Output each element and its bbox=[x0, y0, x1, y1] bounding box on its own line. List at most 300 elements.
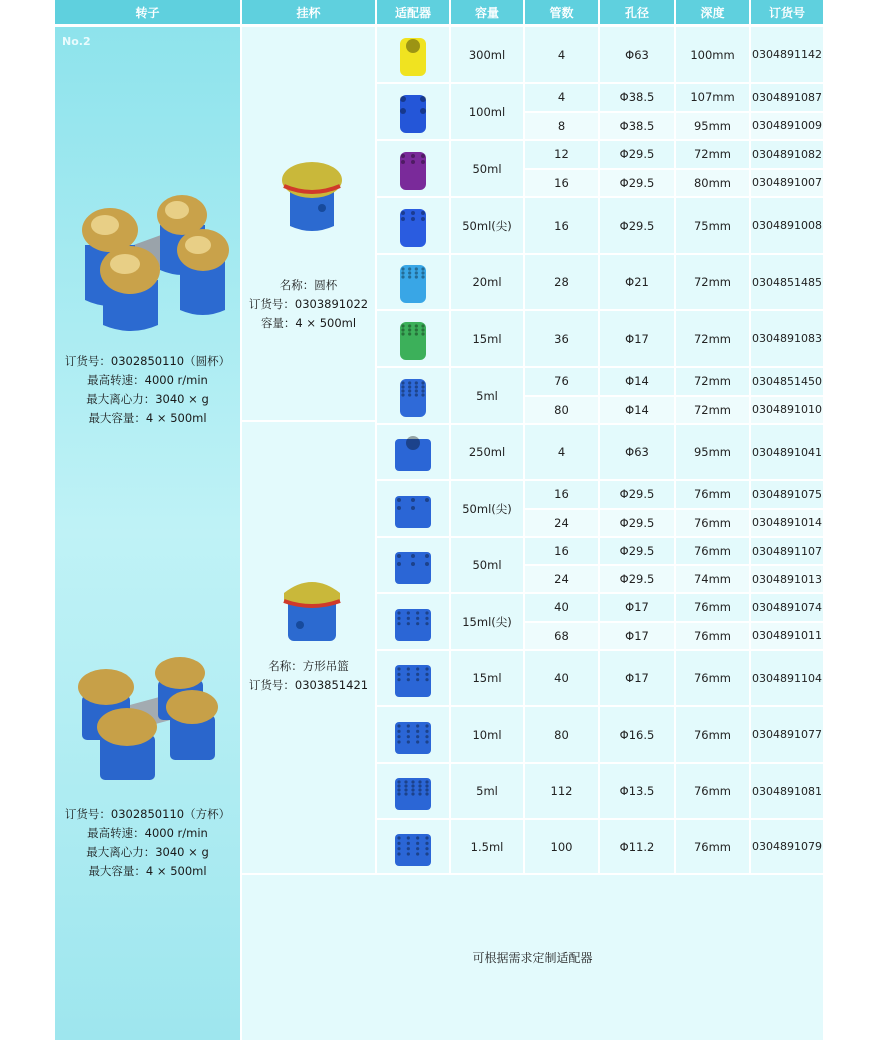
adapter-hole bbox=[415, 385, 418, 388]
tube-count-cell: 68 bbox=[525, 623, 598, 650]
adapter-hole bbox=[425, 554, 429, 558]
adapter-hole bbox=[408, 275, 411, 278]
adapter-hole bbox=[397, 678, 400, 681]
adapter-hole bbox=[425, 673, 428, 676]
capacity-cell: 15ml bbox=[451, 651, 523, 705]
tube-count-cell: 4 bbox=[525, 425, 598, 479]
adapter-hole bbox=[425, 788, 428, 791]
adapter-hole bbox=[415, 267, 418, 270]
square-rotor-info bbox=[55, 805, 240, 881]
adapter-hole bbox=[416, 616, 419, 619]
adapter-image-cell bbox=[377, 311, 449, 366]
adapter-hole bbox=[408, 385, 411, 388]
tube-count-cell: 80 bbox=[525, 397, 598, 424]
bore-cell: Φ14 bbox=[600, 368, 674, 395]
adapter-hole bbox=[420, 96, 426, 102]
bore-cell: Φ17 bbox=[600, 623, 674, 650]
adapter-hole bbox=[411, 211, 415, 215]
square-rotor-speed: 最高转速：4000 r/min bbox=[87, 826, 208, 840]
adapter-hole bbox=[411, 784, 414, 787]
adapter-hole bbox=[425, 740, 428, 743]
adapter-icon bbox=[391, 259, 435, 305]
adapter-hole bbox=[425, 852, 428, 855]
adapter-hole bbox=[397, 616, 400, 619]
adapter-hole bbox=[425, 616, 428, 619]
adapter-hole bbox=[407, 847, 410, 850]
depth-cell: 72mm bbox=[676, 368, 749, 395]
adapter-hole bbox=[407, 836, 410, 839]
tube-count-cell: 8 bbox=[525, 113, 598, 140]
tube-count-cell: 16 bbox=[525, 170, 598, 197]
adapter-hole bbox=[401, 324, 404, 327]
square-bucket-order: 订货号：0303851421 bbox=[248, 678, 369, 692]
capacity-cell: 50ml bbox=[451, 141, 523, 196]
adapter-hole bbox=[407, 611, 410, 614]
order-number-cell: 0304891010 bbox=[751, 397, 823, 424]
adapter-hole bbox=[407, 667, 410, 670]
bore-cell: Φ11.2 bbox=[600, 820, 674, 873]
adapter-icon bbox=[391, 429, 435, 475]
tube-count-cell: 112 bbox=[525, 764, 598, 818]
order-number-cell: 0304891077 bbox=[751, 707, 823, 762]
adapter-hole bbox=[411, 554, 415, 558]
tube-count-cell: 100 bbox=[525, 820, 598, 873]
adapter-hole bbox=[401, 211, 405, 215]
adapter-icon bbox=[391, 712, 435, 758]
adapter-hole bbox=[407, 678, 410, 681]
adapter-hole bbox=[416, 841, 419, 844]
adapter-icon bbox=[391, 655, 435, 701]
adapter-hole bbox=[397, 792, 400, 795]
adapter-hole bbox=[407, 729, 410, 732]
adapter-image-cell bbox=[377, 538, 449, 592]
capacity-cell: 250ml bbox=[451, 425, 523, 479]
adapter-hole bbox=[397, 847, 400, 850]
adapter-hole bbox=[397, 784, 400, 787]
adapter-image-cell bbox=[377, 594, 449, 649]
header-tube-count: 管数 bbox=[525, 0, 598, 24]
order-number-cell: 0304891041 bbox=[751, 425, 823, 479]
depth-cell: 72mm bbox=[676, 397, 749, 424]
bore-cell: Φ17 bbox=[600, 311, 674, 366]
adapter-icon bbox=[391, 599, 435, 645]
adapter-hole bbox=[401, 275, 404, 278]
adapter-hole bbox=[421, 381, 424, 384]
adapter-hole bbox=[397, 729, 400, 732]
adapter-hole bbox=[421, 275, 424, 278]
tube-count-cell: 24 bbox=[525, 566, 598, 592]
adapter-image-cell bbox=[377, 764, 449, 818]
custom-adapter-note: 可根据需求定制适配器 bbox=[242, 875, 823, 1040]
bore-cell: Φ17 bbox=[600, 594, 674, 621]
order-number-cell: 0304891014 bbox=[751, 510, 823, 537]
order-number-cell: 0304851450 bbox=[751, 368, 823, 395]
tube-count-cell: 76 bbox=[525, 368, 598, 395]
adapter-image-cell bbox=[377, 481, 449, 536]
rotor-column bbox=[55, 27, 240, 1040]
adapter-hole bbox=[406, 436, 420, 450]
adapter-hole bbox=[416, 735, 419, 738]
adapter-hole bbox=[407, 740, 410, 743]
capacity-cell: 50ml(尖) bbox=[451, 481, 523, 536]
adapter-hole bbox=[401, 385, 404, 388]
adapter-hole bbox=[407, 841, 410, 844]
adapter-hole bbox=[421, 271, 424, 274]
adapter-hole bbox=[418, 792, 421, 795]
order-number-cell: 0304891083 bbox=[751, 311, 823, 366]
round-rotor-speed: 最高转速：4000 r/min bbox=[87, 373, 208, 387]
adapter-icon bbox=[391, 768, 435, 814]
order-number-cell: 0304891082 bbox=[751, 141, 823, 168]
adapter-hole bbox=[425, 611, 428, 614]
adapter-hole bbox=[425, 841, 428, 844]
bore-cell: Φ29.5 bbox=[600, 566, 674, 592]
adapter-image-cell bbox=[377, 707, 449, 762]
square-bucket-name: 名称：方形吊篮 bbox=[268, 659, 349, 673]
header-adapter: 适配器 bbox=[377, 0, 449, 24]
adapter-image-cell bbox=[377, 84, 449, 139]
order-number-cell: 0304891008 bbox=[751, 198, 823, 253]
depth-cell: 95mm bbox=[676, 425, 749, 479]
adapter-hole bbox=[421, 328, 424, 331]
bore-cell: Φ16.5 bbox=[600, 707, 674, 762]
adapter-hole bbox=[425, 729, 428, 732]
header-order-no: 订货号 bbox=[751, 0, 823, 24]
adapter-image-cell bbox=[377, 198, 449, 253]
depth-cell: 75mm bbox=[676, 198, 749, 253]
adapter-hole bbox=[401, 271, 404, 274]
depth-cell: 76mm bbox=[676, 707, 749, 762]
bore-cell: Φ13.5 bbox=[600, 764, 674, 818]
spec-table bbox=[55, 0, 823, 1040]
adapter-hole bbox=[421, 267, 424, 270]
adapter-hole bbox=[416, 724, 419, 727]
adapter-hole bbox=[401, 160, 405, 164]
adapter-icon bbox=[391, 486, 435, 532]
adapter-hole bbox=[408, 393, 411, 396]
tube-count-cell: 36 bbox=[525, 311, 598, 366]
square-rotor-image bbox=[70, 655, 230, 790]
adapter-icon bbox=[391, 89, 435, 135]
round-rotor-capacity: 最大容量：4 × 500ml bbox=[88, 411, 207, 425]
rotor-number-label: No.2 bbox=[62, 35, 91, 48]
adapter-hole bbox=[418, 780, 421, 783]
order-number-cell: 0304891107 bbox=[751, 538, 823, 564]
capacity-cell: 1.5ml bbox=[451, 820, 523, 873]
square-rotor-force: 最大离心力：3040 × g bbox=[86, 845, 209, 859]
adapter-hole bbox=[415, 324, 418, 327]
adapter-hole bbox=[411, 154, 415, 158]
bore-cell: Φ29.5 bbox=[600, 510, 674, 537]
depth-cell: 76mm bbox=[676, 651, 749, 705]
round-rotor-order: 订货号：0302850110（圆杯） bbox=[64, 354, 231, 368]
adapter-hole bbox=[408, 271, 411, 274]
adapter-icon bbox=[391, 824, 435, 870]
capacity-cell: 300ml bbox=[451, 27, 523, 82]
adapter-hole bbox=[401, 267, 404, 270]
adapter-hole bbox=[411, 498, 415, 502]
adapter-hole bbox=[421, 324, 424, 327]
bore-cell: Φ14 bbox=[600, 397, 674, 424]
adapter-hole bbox=[408, 381, 411, 384]
round-bucket-info bbox=[242, 276, 375, 333]
adapter-hole bbox=[397, 841, 400, 844]
capacity-cell: 15ml(尖) bbox=[451, 594, 523, 649]
bore-cell: Φ29.5 bbox=[600, 481, 674, 508]
adapter-hole bbox=[397, 611, 400, 614]
adapter-hole bbox=[408, 389, 411, 392]
order-number-cell: 0304891087 bbox=[751, 84, 823, 111]
header-bore: 孔径 bbox=[600, 0, 674, 24]
tube-count-cell: 40 bbox=[525, 651, 598, 705]
adapter-hole bbox=[404, 784, 407, 787]
adapter-hole bbox=[421, 154, 425, 158]
order-number-cell: 0304891104 bbox=[751, 651, 823, 705]
adapter-hole bbox=[407, 616, 410, 619]
square-bucket-image bbox=[280, 575, 344, 645]
depth-cell: 76mm bbox=[676, 510, 749, 537]
adapter-hole bbox=[404, 792, 407, 795]
bore-cell: Φ63 bbox=[600, 27, 674, 82]
adapter-hole bbox=[411, 788, 414, 791]
depth-cell: 72mm bbox=[676, 311, 749, 366]
order-number-cell: 0304891079 bbox=[751, 820, 823, 873]
adapter-hole bbox=[401, 332, 404, 335]
bore-cell: Φ29.5 bbox=[600, 198, 674, 253]
adapter-hole bbox=[397, 724, 400, 727]
capacity-cell: 50ml bbox=[451, 538, 523, 592]
capacity-cell: 50ml(尖) bbox=[451, 198, 523, 253]
adapter-hole bbox=[401, 381, 404, 384]
adapter-hole bbox=[425, 780, 428, 783]
tube-count-cell: 16 bbox=[525, 198, 598, 253]
adapter-hole bbox=[397, 740, 400, 743]
capacity-cell: 100ml bbox=[451, 84, 523, 139]
capacity-cell: 10ml bbox=[451, 707, 523, 762]
depth-cell: 76mm bbox=[676, 481, 749, 508]
adapter-hole bbox=[397, 506, 401, 510]
capacity-cell: 5ml bbox=[451, 368, 523, 423]
header-depth: 深度 bbox=[676, 0, 749, 24]
adapter-hole bbox=[411, 562, 415, 566]
tube-count-cell: 4 bbox=[525, 27, 598, 82]
adapter-hole bbox=[401, 393, 404, 396]
adapter-hole bbox=[406, 39, 420, 53]
depth-cell: 76mm bbox=[676, 623, 749, 650]
round-rotor-image bbox=[65, 185, 235, 335]
round-bucket-image bbox=[282, 158, 342, 238]
depth-cell: 95mm bbox=[676, 113, 749, 140]
tube-count-cell: 24 bbox=[525, 510, 598, 537]
adapter-hole bbox=[415, 393, 418, 396]
adapter-hole bbox=[397, 622, 400, 625]
adapter-icon bbox=[391, 316, 435, 362]
adapter-hole bbox=[411, 792, 414, 795]
adapter-hole bbox=[420, 108, 426, 114]
header-capacity: 容量 bbox=[451, 0, 523, 24]
depth-cell: 80mm bbox=[676, 170, 749, 197]
square-rotor-capacity: 最大容量：4 × 500ml bbox=[88, 864, 207, 878]
adapter-hole bbox=[421, 217, 425, 221]
adapter-icon bbox=[391, 373, 435, 419]
tube-count-cell: 4 bbox=[525, 84, 598, 111]
adapter-image-cell bbox=[377, 651, 449, 705]
order-number-cell: 0304891007 bbox=[751, 170, 823, 197]
depth-cell: 72mm bbox=[676, 255, 749, 309]
depth-cell: 74mm bbox=[676, 566, 749, 592]
adapter-hole bbox=[425, 678, 428, 681]
adapter-hole bbox=[425, 498, 429, 502]
adapter-icon bbox=[391, 32, 435, 78]
depth-cell: 76mm bbox=[676, 538, 749, 564]
adapter-hole bbox=[418, 788, 421, 791]
adapter-hole bbox=[397, 667, 400, 670]
adapter-hole bbox=[416, 729, 419, 732]
square-bucket-cell bbox=[242, 422, 375, 873]
adapter-hole bbox=[401, 154, 405, 158]
adapter-image-cell bbox=[377, 141, 449, 196]
adapter-hole bbox=[416, 740, 419, 743]
adapter-hole bbox=[415, 381, 418, 384]
table-header bbox=[55, 0, 823, 25]
adapter-icon bbox=[391, 146, 435, 192]
adapter-hole bbox=[407, 735, 410, 738]
adapter-hole bbox=[401, 328, 404, 331]
adapter-hole bbox=[400, 96, 406, 102]
adapter-hole bbox=[397, 498, 401, 502]
adapter-hole bbox=[416, 847, 419, 850]
capacity-cell: 15ml bbox=[451, 311, 523, 366]
adapter-hole bbox=[425, 724, 428, 727]
round-bucket-capacity: 容量：4 × 500ml bbox=[260, 316, 357, 330]
adapter-image-cell bbox=[377, 368, 449, 423]
adapter-hole bbox=[397, 735, 400, 738]
adapter-hole bbox=[416, 678, 419, 681]
bore-cell: Φ63 bbox=[600, 425, 674, 479]
adapter-hole bbox=[425, 836, 428, 839]
bore-cell: Φ21 bbox=[600, 255, 674, 309]
adapter-hole bbox=[415, 275, 418, 278]
adapter-hole bbox=[397, 780, 400, 783]
adapter-hole bbox=[407, 673, 410, 676]
order-number-cell: 0304891081 bbox=[751, 764, 823, 818]
adapter-hole bbox=[397, 852, 400, 855]
bore-cell: Φ29.5 bbox=[600, 538, 674, 564]
header-bucket: 挂杯 bbox=[242, 0, 375, 24]
bore-cell: Φ17 bbox=[600, 651, 674, 705]
order-number-cell: 0304891142 bbox=[751, 27, 823, 82]
adapter-hole bbox=[397, 788, 400, 791]
adapter-hole bbox=[411, 217, 415, 221]
round-rotor-force: 最大离心力：3040 × g bbox=[86, 392, 209, 406]
adapter-hole bbox=[425, 562, 429, 566]
tube-count-cell: 28 bbox=[525, 255, 598, 309]
adapter-hole bbox=[421, 211, 425, 215]
adapter-hole bbox=[411, 506, 415, 510]
depth-cell: 100mm bbox=[676, 27, 749, 82]
adapter-hole bbox=[407, 622, 410, 625]
adapter-hole bbox=[407, 724, 410, 727]
tube-count-cell: 80 bbox=[525, 707, 598, 762]
adapter-hole bbox=[397, 554, 401, 558]
order-number-cell: 0304891074 bbox=[751, 594, 823, 621]
adapter-image-cell bbox=[377, 255, 449, 309]
tube-count-cell: 16 bbox=[525, 538, 598, 564]
tube-count-cell: 12 bbox=[525, 141, 598, 168]
depth-cell: 76mm bbox=[676, 594, 749, 621]
adapter-hole bbox=[425, 784, 428, 787]
adapter-hole bbox=[415, 271, 418, 274]
header-rotor: 转子 bbox=[55, 0, 240, 24]
adapter-hole bbox=[411, 780, 414, 783]
round-bucket-name: 名称：圆杯 bbox=[279, 278, 338, 292]
square-bucket-info bbox=[242, 657, 375, 695]
adapter-hole bbox=[421, 393, 424, 396]
order-number-cell: 0304891009 bbox=[751, 113, 823, 140]
adapter-hole bbox=[397, 836, 400, 839]
capacity-cell: 5ml bbox=[451, 764, 523, 818]
adapter-icon bbox=[391, 542, 435, 588]
bore-cell: Φ38.5 bbox=[600, 84, 674, 111]
adapter-hole bbox=[416, 836, 419, 839]
bore-cell: Φ29.5 bbox=[600, 170, 674, 197]
adapter-hole bbox=[421, 385, 424, 388]
round-rotor-info bbox=[55, 352, 240, 428]
adapter-hole bbox=[425, 622, 428, 625]
adapter-image-cell bbox=[377, 27, 449, 82]
tube-count-cell: 40 bbox=[525, 594, 598, 621]
bore-cell: Φ29.5 bbox=[600, 141, 674, 168]
adapter-hole bbox=[421, 389, 424, 392]
adapter-hole bbox=[401, 389, 404, 392]
adapter-hole bbox=[404, 780, 407, 783]
depth-cell: 76mm bbox=[676, 764, 749, 818]
capacity-cell: 20ml bbox=[451, 255, 523, 309]
order-number-cell: 0304891075 bbox=[751, 481, 823, 508]
adapter-hole bbox=[408, 332, 411, 335]
adapter-hole bbox=[401, 217, 405, 221]
square-rotor-order: 订货号：0302850110（方杯） bbox=[64, 807, 231, 821]
adapter-hole bbox=[416, 622, 419, 625]
adapter-hole bbox=[404, 788, 407, 791]
adapter-hole bbox=[421, 160, 425, 164]
adapter-hole bbox=[416, 852, 419, 855]
order-number-cell: 0304891013 bbox=[751, 566, 823, 592]
adapter-hole bbox=[416, 673, 419, 676]
bore-cell: Φ38.5 bbox=[600, 113, 674, 140]
adapter-hole bbox=[407, 852, 410, 855]
adapter-hole bbox=[408, 328, 411, 331]
adapter-hole bbox=[415, 332, 418, 335]
order-number-cell: 0304851485 bbox=[751, 255, 823, 309]
adapter-image-cell bbox=[377, 820, 449, 873]
adapter-hole bbox=[397, 673, 400, 676]
adapter-hole bbox=[408, 267, 411, 270]
adapter-hole bbox=[415, 389, 418, 392]
adapter-hole bbox=[425, 667, 428, 670]
adapter-image-cell bbox=[377, 425, 449, 479]
adapter-hole bbox=[415, 328, 418, 331]
adapter-icon bbox=[391, 203, 435, 249]
adapter-hole bbox=[425, 735, 428, 738]
adapter-hole bbox=[408, 324, 411, 327]
adapter-hole bbox=[397, 562, 401, 566]
adapter-hole bbox=[421, 332, 424, 335]
round-bucket-order: 订货号：0303891022 bbox=[248, 297, 369, 311]
depth-cell: 76mm bbox=[676, 820, 749, 873]
depth-cell: 107mm bbox=[676, 84, 749, 111]
adapter-hole bbox=[411, 160, 415, 164]
